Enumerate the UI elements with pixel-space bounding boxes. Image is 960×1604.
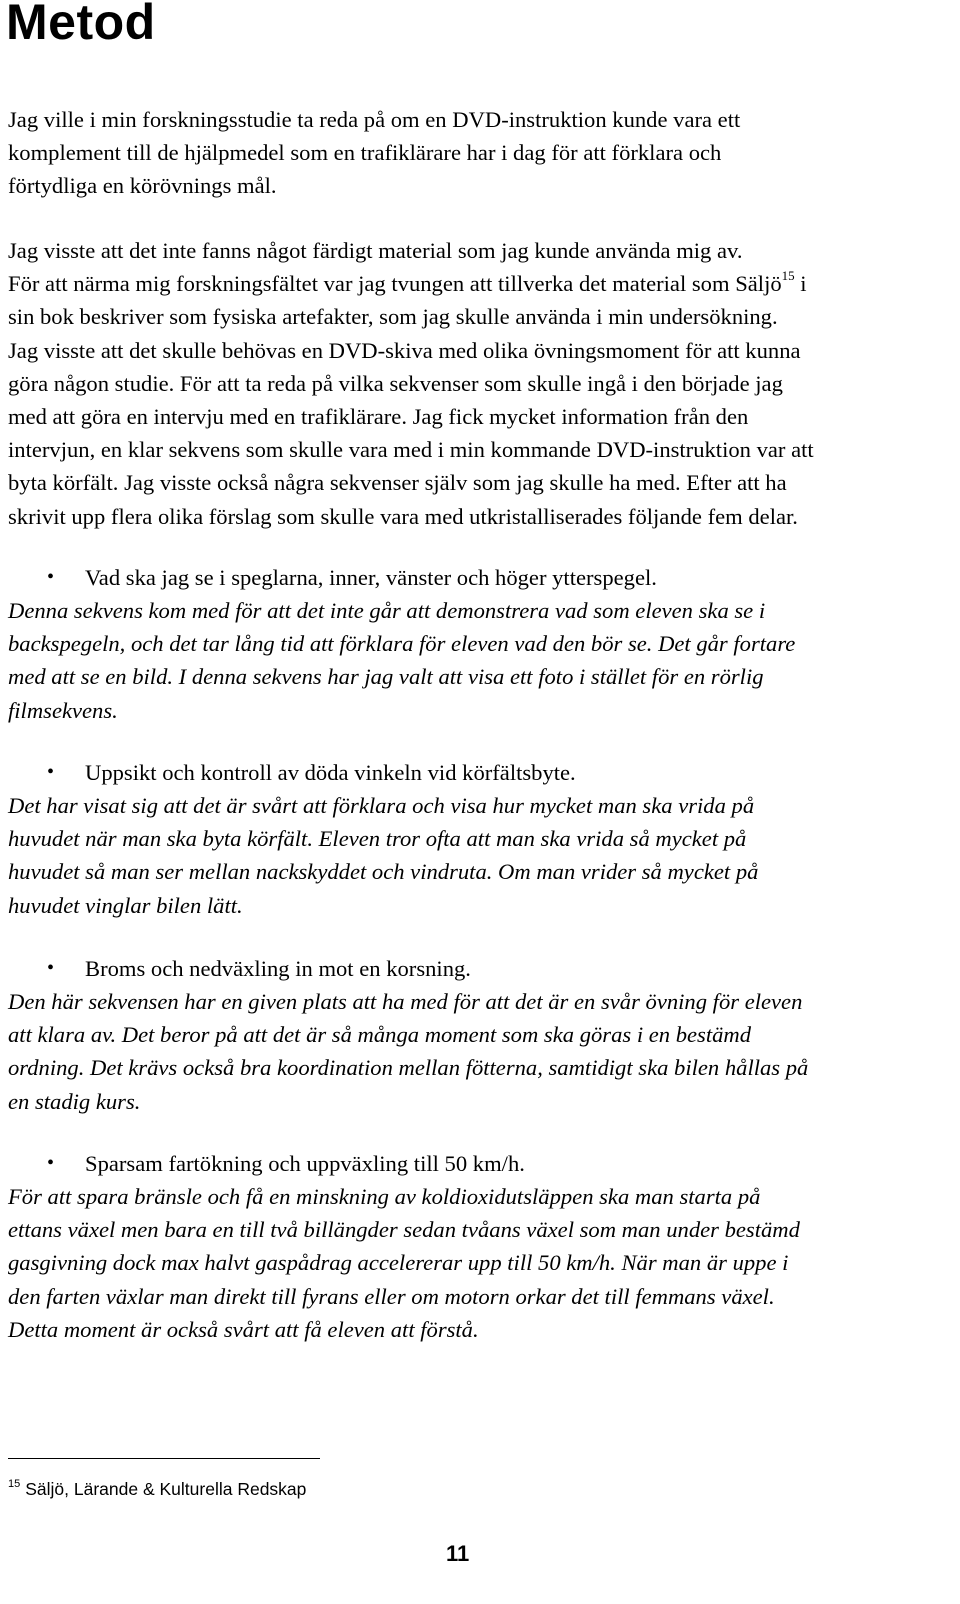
- paragraph-line-with-footnote: [8, 267, 958, 300]
- paragraph-line: Den här sekvensen har en given plats att ha med för att det är en svår övning för eleven: [8, 989, 803, 1014]
- paragraph-line: förtydliga en körövnings mål.: [8, 173, 277, 199]
- section-description: [8, 1180, 958, 1346]
- footnote-number: 15: [8, 1478, 21, 1490]
- paragraph-line: ettans växel men bara en till två billängder sedan tvåans växel som man under bestämd: [8, 1217, 800, 1243]
- section-description: [8, 789, 958, 922]
- paragraph-line: Det har visat sig att det är svårt att förklara och visa hur mycket man ska vrida på: [8, 793, 755, 818]
- intro-paragraph: [8, 103, 958, 203]
- paragraph-line: Jag ville i min forskningsstudie ta reda på om en DVD-instruktion kunde vara ett: [8, 107, 741, 132]
- paragraph-line: sin bok beskriver som fysiska artefakter, som jag skulle använda i min undersökning.: [8, 304, 778, 330]
- paragraph-line: backspegeln, och det tar lång tid att förklara för eleven vad den bör se. Det går fortare: [8, 631, 796, 657]
- paragraph-line: med att se en bild. I denna sekvens har jag valt att visa ett foto i stället för en rörlig: [8, 664, 764, 690]
- method-paragraph: [8, 234, 958, 533]
- paragraph-line: huvudet så man ser mellan nackskyddet och vindruta. Om man vrider så mycket på: [8, 859, 759, 885]
- paragraph-line: Detta moment är också svårt att få eleven att förstå.: [8, 1316, 479, 1342]
- paragraph-line: intervjun, en klar sekvens som skulle vara med i min kommande DVD-instruktion var att: [8, 437, 814, 463]
- paragraph-line: komplement till de hjälpmedel som en trafiklärare har i dag för att förklara och: [8, 140, 722, 166]
- paragraph-line: För att spara bränsle och få en minskning av koldioxidutsläppen ska man starta på: [8, 1184, 761, 1209]
- footnote-divider: [8, 1458, 320, 1459]
- section-description: [8, 985, 958, 1118]
- paragraph-line: den farten växlar man direkt till fyrans eller om motorn orkar det till femmans växel.: [8, 1283, 775, 1309]
- footnote-reference[interactable]: 15: [781, 268, 795, 284]
- paragraph-line: Denna sekvens kom med för att det inte går att demonstrera vad som eleven ska se i: [8, 598, 766, 623]
- page-title: Metod: [6, 0, 156, 50]
- paragraph-line: en stadig kurs.: [8, 1088, 141, 1114]
- bullet-icon: •: [47, 1152, 55, 1174]
- paragraph-line: att klara av. Det beror på att det är så många moment som ska göras i en bestämd: [8, 1022, 752, 1048]
- paragraph-line: Jag visste att det inte fanns något färdigt material som jag kunde använda mig av.: [8, 238, 743, 263]
- paragraph-line: huvudet när man ska byta körfält. Eleven tror ofta att man ska vrida så mycket på: [8, 826, 747, 852]
- footnote: [8, 1478, 306, 1500]
- paragraph-line: huvudet vinglar bilen lätt.: [8, 892, 243, 918]
- page-number: 11: [446, 1541, 470, 1566]
- bullet-text: Broms och nedväxling in mot en korsning.: [85, 956, 471, 981]
- paragraph-text: i: [794, 271, 807, 297]
- bullet-text: Sparsam fartökning och uppväxling till 50 km/h.: [85, 1151, 525, 1176]
- paragraph-line: med att göra en intervju med en trafiklärare. Jag fick mycket information från den: [8, 404, 749, 430]
- paragraph-line: skrivit upp flera olika förslag som skulle vara med utkristalliserades följande fem delar.: [8, 503, 798, 529]
- bullet-text: Uppsikt och kontroll av döda vinkeln vid körfältsbyte.: [85, 760, 576, 785]
- bullet-icon: •: [47, 761, 55, 783]
- paragraph-line: göra någon studie. För att ta reda på vilka sekvenser som skulle ingå i den började jag: [8, 370, 783, 396]
- paragraph-line: ordning. Det krävs också bra koordination mellan fötterna, samtidigt ska bilen hållas på: [8, 1055, 809, 1081]
- bullet-icon: •: [47, 957, 55, 979]
- paragraph-line: byta körfält. Jag visste också några sekvenser själv som jag skulle ha med. Efter att ha: [8, 470, 787, 496]
- paragraph-line: filmsekvens.: [8, 697, 118, 723]
- paragraph-text: För att närma mig forskningsfältet var jag tvungen att tillverka det material som Säljö: [8, 271, 782, 297]
- paragraph-line: Jag visste att det skulle behövas en DVD-skiva med olika övningsmoment för att kunna: [8, 337, 801, 363]
- bullet-text: Vad ska jag se i speglarna, inner, vänster och höger ytterspegel.: [85, 565, 657, 590]
- section-description: [8, 594, 958, 727]
- bullet-icon: •: [47, 566, 55, 588]
- paragraph-line: gasgivning dock max halvt gaspådrag accelererar upp till 50 km/h. När man är uppe i: [8, 1250, 789, 1276]
- footnote-text: Säljö, Lärande & Kulturella Redskap: [25, 1479, 307, 1499]
